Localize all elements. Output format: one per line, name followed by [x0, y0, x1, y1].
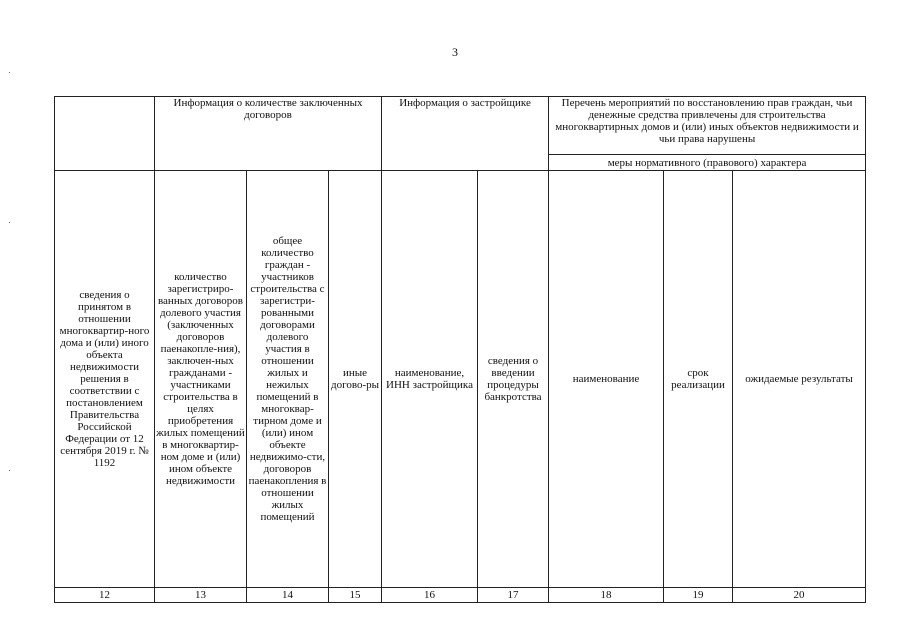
column-header-deadline: срок реализации	[664, 171, 733, 588]
column-header-other-contracts: иные догово-ры	[329, 171, 382, 588]
header-normative-subgroup: меры нормативного (правового) характера	[549, 155, 866, 171]
header-blank-cell	[55, 97, 155, 171]
column-number: 12	[55, 588, 155, 603]
column-number: 15	[329, 588, 382, 603]
header-measures-group: Перечень мероприятий по восстановлению прав граждан, чьи денежные средства привлечены для строительства многоквартирных домов и (или) иных объектов недвижимости и чьи права нарушены	[549, 97, 866, 155]
column-number: 19	[664, 588, 733, 603]
register-table	[54, 96, 866, 603]
column-header-registered-contracts: количество зарегистриро-ванных договоров долевого участия (заключенных договоров паенакопле-ния), заключен-ных гражданами - участниками строительства в целях приобретения жилых помещений в многоквартир-ном доме и (или) ином объекте недвижимости	[155, 171, 247, 588]
margin-mark	[9, 222, 10, 223]
column-header-decision: сведения о принятом в отношении многоквартир-ного дома и (или) иного объекта недвижимости решения в соответствии с постановлением Правительства Российской Федерации от 12 сентября 2019 г. № 1192	[55, 171, 155, 588]
margin-mark	[9, 72, 10, 73]
column-header-developer-name: наименование, ИНН застройщика	[382, 171, 478, 588]
column-number: 18	[549, 588, 664, 603]
page-number: 3	[452, 45, 458, 59]
margin-mark	[9, 470, 10, 471]
column-number: 13	[155, 588, 247, 603]
column-header-measure-name: наименование	[549, 171, 664, 588]
column-header-bankruptcy: сведения о введении процедуры банкротства	[478, 171, 549, 588]
column-header-expected-results: ожидаемые результаты	[733, 171, 866, 588]
header-contracts-group: Информация о количестве заключенных договоров	[155, 97, 382, 171]
column-number: 17	[478, 588, 549, 603]
column-number: 20	[733, 588, 866, 603]
header-developer-group: Информация о застройщике	[382, 97, 549, 171]
column-header-participants-count: общее количество граждан - участников строительства с зарегистри-рованными договорами долевого участия в отношении жилых и нежилых помещений в многоквар-тирном доме и (или) ином объекте недвижимо-сти, договоров паенакопления в отношении жилых помещений	[247, 171, 329, 588]
column-number: 16	[382, 588, 478, 603]
column-number: 14	[247, 588, 329, 603]
